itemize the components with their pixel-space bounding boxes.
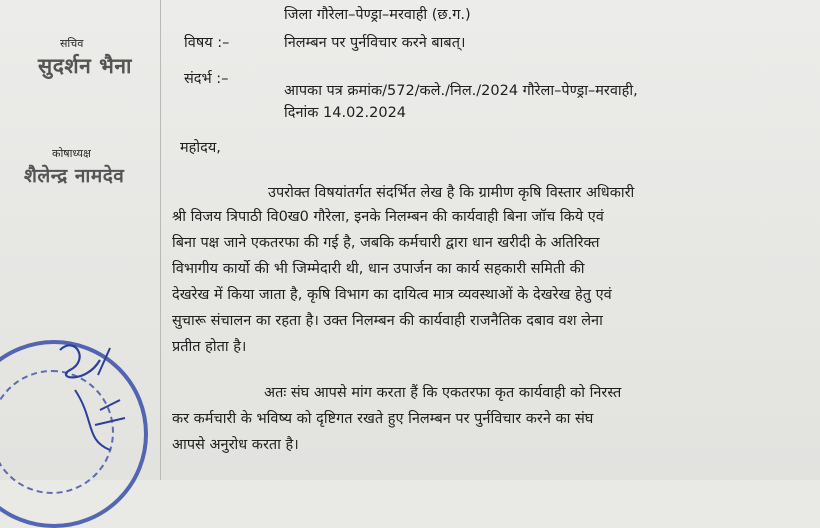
treasurer-name: शैलेन्द्र नामदेव bbox=[24, 165, 125, 187]
para1-line: प्रतीत होता है। bbox=[172, 339, 247, 355]
subject-text: निलम्बन पर पुर्नविचार करने बाबत्। bbox=[284, 35, 466, 51]
secretary-role: सचिव bbox=[60, 37, 84, 50]
reference-line-1: आपका पत्र क्रमांक/572/कले./निल./2024 गौरेला–पेण्ड्रा–मरवाही, bbox=[284, 83, 638, 99]
para1-line: उपरोक्त विषयांतर्गत संदर्भित लेख है कि ग्रामीण कृषि विस्तार अधिकारी bbox=[268, 185, 635, 201]
para2-line: कर कर्मचारी के भविष्य को दृष्टिगत रखते हुए निलम्बन पर पुर्नविचार करने का संघ bbox=[172, 411, 594, 427]
secretary-name: सुदर्शन भैना bbox=[38, 54, 132, 78]
para1-line: विभागीय कार्यो की भी जिम्मेदारी थी, धान उपार्जन का कार्य सहकारी समिती की bbox=[172, 261, 585, 277]
reference-label: संदर्भ :– bbox=[184, 71, 229, 87]
margin-divider bbox=[160, 0, 161, 480]
para1-line: देखरेख में किया जाता है, कृषि विभाग का दायित्व मात्र व्यवस्थाओं के देखरेख हेतु एवं bbox=[172, 287, 612, 303]
para2-line: अतः संघ आपसे मांग करता हैं कि एकतरफा कृत कार्यवाही को निरस्त bbox=[264, 385, 622, 401]
subject-label: विषय :– bbox=[184, 35, 230, 51]
treasurer-role: कोषाध्यक्ष bbox=[52, 147, 91, 160]
district-line: जिला गौरेला–पेण्ड्रा–मरवाही (छ.ग.) bbox=[284, 7, 471, 23]
para1-line: बिना पक्ष जाने एकतरफा की गई है, जबकि कर्मचारी द्वारा धान खरीदी के अतिरिक्त bbox=[172, 235, 600, 251]
para2-line: आपसे अनुरोध करता है। bbox=[172, 437, 299, 453]
para1-line: श्री विजय त्रिपाठी वि0ख0 गौरेला, इनके निलम्बन की कार्यवाही बिना जॉच किये एवं bbox=[172, 209, 604, 225]
salutation: महोदय, bbox=[180, 140, 221, 156]
handwritten-signature bbox=[40, 330, 160, 460]
reference-line-2: दिनांक 14.02.2024 bbox=[284, 105, 407, 121]
para1-line: सुचारू संचालन का रहता है। उक्त निलम्बन की कार्यवाही राजनैतिक दबाव वश लेना bbox=[172, 313, 603, 329]
